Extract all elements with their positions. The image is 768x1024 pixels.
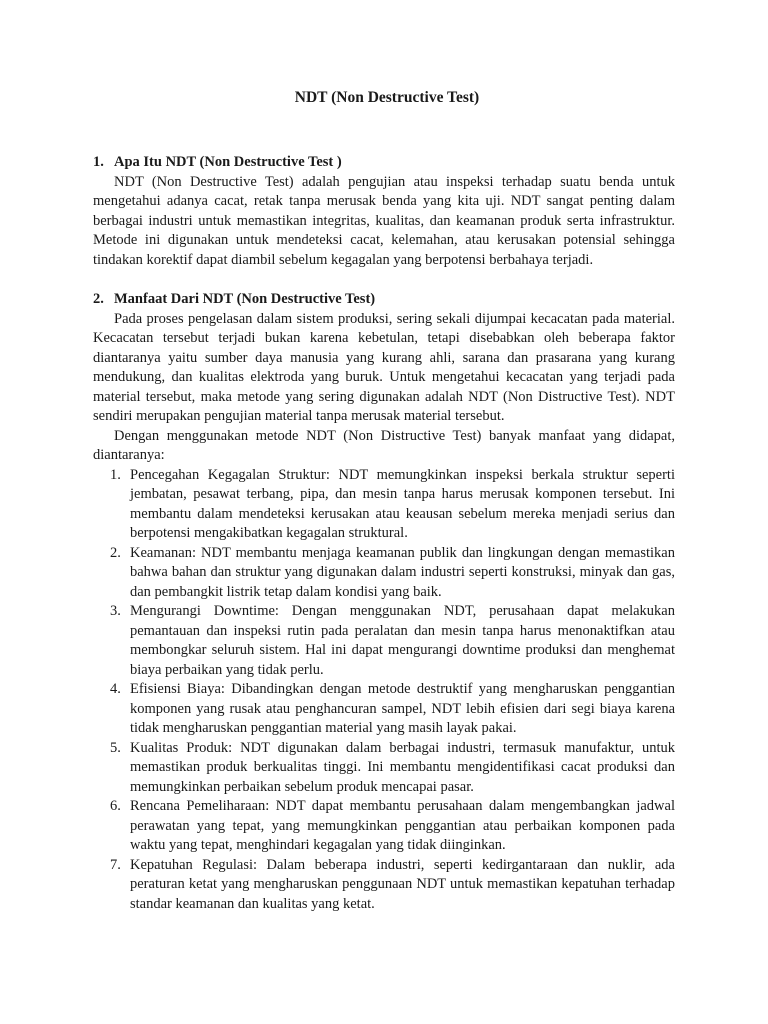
section-heading: [93, 290, 675, 310]
section-number: 2.: [93, 291, 104, 307]
list-item-number: 4.: [110, 681, 121, 697]
section-heading: [93, 153, 675, 173]
body-paragraph: Dengan menggunakan metode NDT (Non Distructive Test) banyak manfaat yang didapat, diantaranya:: [93, 427, 675, 463]
section-number: 1.: [93, 154, 104, 170]
list-item-number: 1.: [110, 466, 121, 483]
list-item: [93, 797, 675, 856]
document-title: NDT (Non Destructive Test): [294, 89, 480, 106]
list-item-text: Keamanan: NDT membantu menjaga keamanan publik dan lingkungan dengan memastikan bahwa bahan dan struktur yang digunakan dalam industri seperti konstruksi, minyak dan gas, dan pembangkit listrik tetap dalam kondisi yang baik.: [130, 544, 675, 600]
list-item-number: 3.: [110, 603, 121, 619]
list-item-text: Kepatuhan Regulasi: Dalam beberapa industri, seperti kedirgantaraan dan nuklir, ada peraturan ketat yang mengharuskan penggunaan NDT untuk memastikan kepatuhan terhadap standar keamanan dan kualitas yang ketat.: [130, 856, 675, 912]
list-item: [93, 544, 675, 603]
list-item: [93, 466, 675, 544]
list-item: [93, 680, 675, 739]
body-paragraph: NDT (Non Destructive Test) adalah pengujian atau inspeksi terhadap suatu benda untuk mengetahui adanya cacat, retak tanpa merusak benda yang kita uji. NDT sangat penting dalam berbagai industri untuk memastikan integritas, kualitas, dan keamanan produk serta infrastruktur. Metode ini digunakan untuk mendeteksi cacat, kelemahan, atau kerusakan potensial sehingga tindakan korektif dapat diambil sebelum kegagalan yang berpotensi berbahaya terjadi.: [93, 173, 675, 268]
list-item-number: 7.: [110, 856, 121, 873]
list-item-number: 5.: [110, 739, 121, 756]
list-item: [93, 602, 675, 680]
list-item-text: Mengurangi Downtime: Dengan menggunakan NDT, perusahaan dapat melakukan pemantauan dan inspeksi rutin pada peralatan dan mesin tanpa harus menonaktifkan atau membongkar seluruh sistem. Hal ini dapat mengurangi downtime produksi dan menghemat biaya perbaikan yang tidak perlu.: [130, 603, 675, 678]
list-item-number: 6.: [110, 798, 121, 814]
list-item-text: Efisiensi Biaya: Dibandingkan dengan metode destruktif yang mengharuskan penggantian komponen yang rusak atau penghancuran sampel, NDT lebih efisien dari segi biaya karena tidak mengharuskan penggantian material yang masih layak pakai.: [130, 681, 675, 736]
list-item-text: Rencana Pemeliharaan: NDT dapat membantu perusahaan dalam mengembangkan jadwal perawatan yang tepat, yang memungkinkan penggantian atau perbaikan komponen pada waktu yang tepat, menghindari kegagalan yang tidak diinginkan.: [130, 798, 675, 853]
list-item-text: Pencegahan Kegagalan Struktur: NDT memungkinkan inspeksi berkala struktur seperti jembatan, pesawat terbang, pipa, dan mesin tanpa harus merusak komponen tersebut. Ini membantu dalam mendeteksi kerusakan atau keausan sebelum mereka menjadi serius dan berpotensi mengakibatkan kegagalan struktural.: [130, 466, 675, 541]
list-item-number: 2.: [110, 544, 121, 561]
section-what-is-ndt: [93, 153, 675, 270]
section-heading-text: Manfaat Dari NDT (Non Destructive Test): [114, 291, 376, 307]
list-item: [93, 739, 675, 798]
list-item: [93, 856, 675, 915]
benefits-list: [93, 466, 675, 915]
section-ndt-benefits: [93, 290, 675, 914]
list-item-text: Kualitas Produk: NDT digunakan dalam berbagai industri, termasuk manufaktur, untuk memastikan produk berkualitas tinggi. Ini membantu mengidentifikasi cacat produksi dan memungkinkan perbaikan sebelum produk mencapai pasar.: [130, 739, 675, 795]
body-paragraph: Pada proses pengelasan dalam sistem produksi, sering sekali dijumpai kecacatan pada material. Kecacatan tersebut terjadi bukan karena kebetulan, tetapi disebabkan oleh beberapa faktor diantaranya yaitu sumber daya manusia yang kurang ahli, sarana dan prasarana yang kurang mendukung, dan kualitas elektroda yang buruk. Untuk mengetahui kecacatan yang terjadi pada material tersebut, maka metode yang sering digunakan adalah NDT (Non Distructive Test). NDT sendiri merupakan pengujian material tanpa merusak material tersebut.: [93, 310, 675, 424]
section-heading-text: Apa Itu NDT (Non Destructive Test ): [114, 154, 342, 170]
